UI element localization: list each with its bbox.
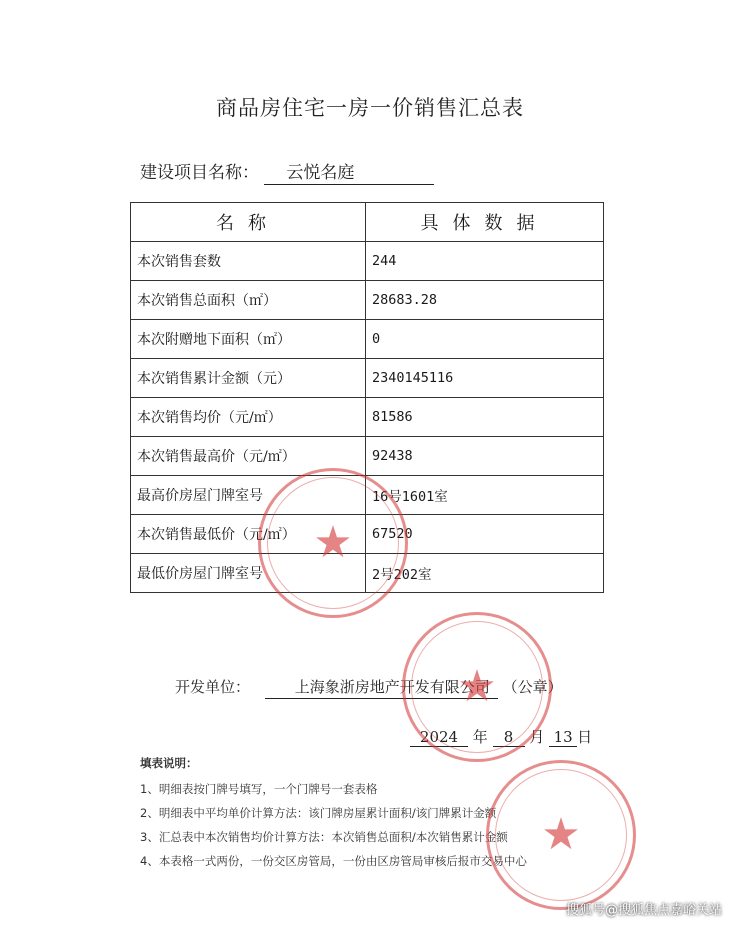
- row-value: 0: [366, 320, 604, 359]
- header-value: 具体数据: [366, 203, 604, 242]
- note-item: 3、汇总表中本次销售均价计算方法：本次销售总面积/本次销售累计金额: [140, 830, 508, 844]
- table-row: [131, 359, 604, 398]
- row-value: 28683.28: [366, 281, 604, 320]
- developer-label: 开发单位：: [175, 678, 251, 696]
- row-value: 16号1601室: [366, 476, 604, 515]
- filling-notes: [140, 755, 527, 873]
- project-name-line: [140, 158, 434, 185]
- row-value: 92438: [366, 437, 604, 476]
- project-name: 云悦名庭: [264, 158, 434, 185]
- row-label: 本次销售最高价（元/㎡）: [131, 437, 366, 476]
- row-value: 2号202室: [366, 554, 604, 593]
- row-label: 最低价房屋门牌室号: [131, 554, 366, 593]
- stamp-star-icon: ★: [541, 809, 581, 860]
- row-label: 最高价房屋门牌室号: [131, 476, 366, 515]
- row-label: 本次销售均价（元/㎡）: [131, 398, 366, 437]
- date-year-unit: 年: [472, 728, 488, 746]
- notes-heading: 填表说明：: [140, 756, 198, 770]
- row-label: 本次销售总面积（㎡）: [131, 281, 366, 320]
- row-value: 67520: [366, 515, 604, 554]
- table-row: [131, 242, 604, 281]
- table-row: [131, 437, 604, 476]
- note-item: 2、明细表中平均单价计算方法：该门牌房屋累计面积/该门牌累计金额: [140, 806, 497, 820]
- date-month-unit: 月: [529, 728, 545, 746]
- document-title: 商品房住宅一房一价销售汇总表: [216, 96, 524, 120]
- row-label: 本次销售最低价（元/㎡）: [131, 515, 366, 554]
- row-value: 2340145116: [366, 359, 604, 398]
- date-month: 8: [493, 728, 525, 747]
- developer-name: 上海象浙房地产开发有限公司: [265, 676, 498, 699]
- table-row: [131, 398, 604, 437]
- note-item: 4、本表格一式两份，一份交区房管局，一份由区房管局审核后报市交易中心: [140, 854, 527, 868]
- table-row: [131, 320, 604, 359]
- row-label: 本次销售套数: [131, 242, 366, 281]
- table-row: [131, 281, 604, 320]
- note-item: 1、明细表按门牌号填写，一个门牌号一套表格: [140, 782, 378, 796]
- row-value: 81586: [366, 398, 604, 437]
- row-value: 244: [366, 242, 604, 281]
- date-year: 2024: [410, 728, 468, 747]
- header-name: 名称: [131, 203, 366, 242]
- row-label: 本次附赠地下面积（㎡）: [131, 320, 366, 359]
- stamp-star-icon: ★: [457, 661, 497, 712]
- developer-seal-stamp-2: [486, 760, 636, 910]
- project-label: 建设项目名称：: [140, 163, 259, 183]
- developer-seal-stamp: [402, 612, 552, 762]
- table-header-row: [131, 203, 604, 242]
- row-label: 本次销售累计金额（元）: [131, 359, 366, 398]
- stamp-star-icon: ★: [313, 517, 353, 568]
- housing-bureau-stamp: [258, 468, 408, 618]
- date-day: 13: [549, 728, 577, 747]
- watermark-text: 搜狐号@搜狐焦点嘉峪关站: [565, 903, 722, 918]
- seal-note: （公章）: [502, 678, 563, 696]
- date-day-unit: 日: [577, 728, 593, 746]
